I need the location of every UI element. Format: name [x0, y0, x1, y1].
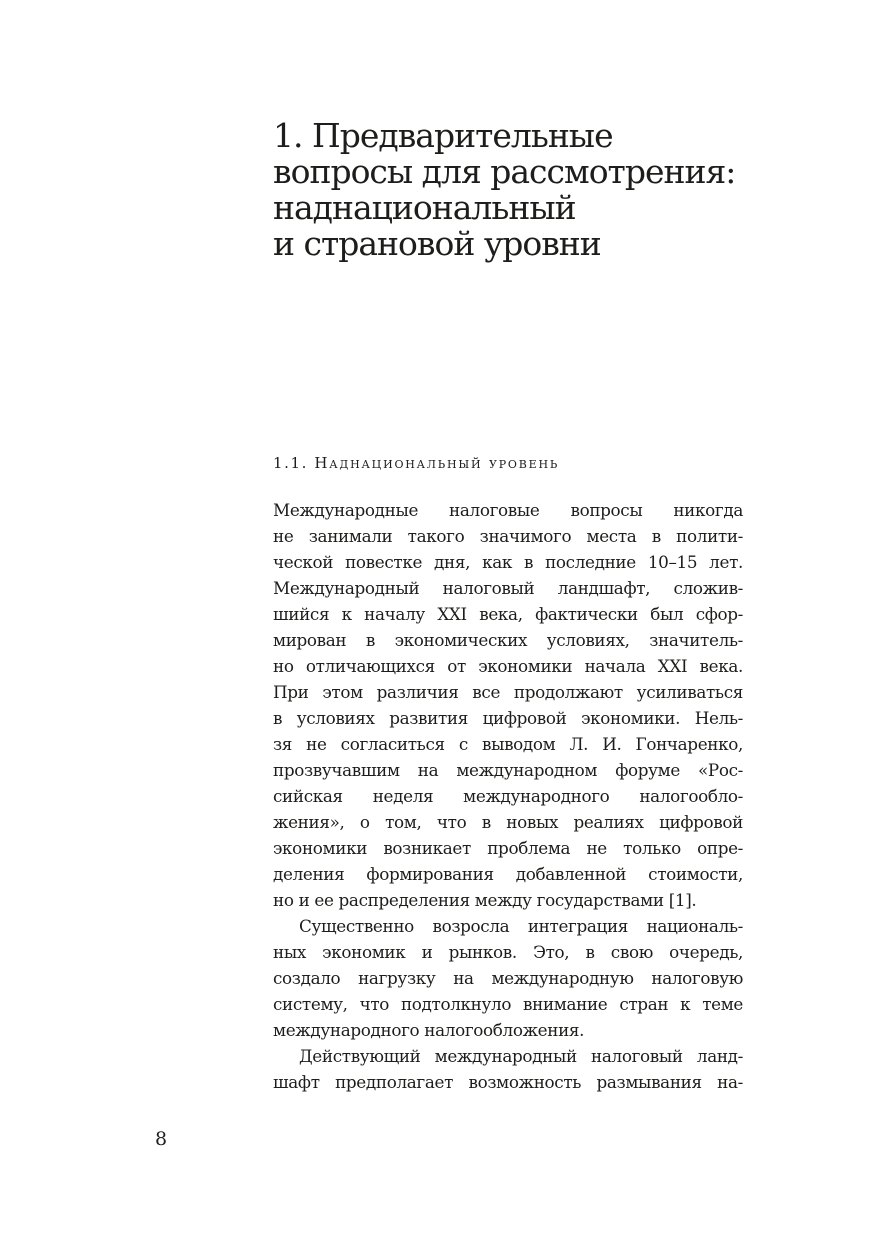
text-line: прозвучавшим на международном форуме «Рос-: [273, 760, 743, 780]
chapter-title-line: вопросы для рассмотрения:: [273, 152, 736, 191]
chapter-title-line: и страновой уровни: [273, 224, 601, 263]
text-line: Существенно возросла интеграция националь-: [299, 916, 743, 936]
text-line: сийская неделя международного налогообло-: [273, 786, 743, 806]
body-text: [273, 497, 743, 1095]
text-line: деления формирования добавленной стоимости,: [273, 864, 743, 884]
text-line: систему, что подтолкнуло внимание стран к теме: [273, 994, 743, 1014]
text-line: экономики возникает проблема не только опре-: [273, 838, 743, 858]
section-heading: [273, 452, 559, 474]
text-line: не занимали такого значимого места в полити-: [273, 526, 743, 546]
text-line: но и ее распределения между государствами [1].: [273, 890, 697, 910]
text-line: шийся к началу XXI века, фактически был сфор-: [273, 604, 743, 624]
section-title: Наднациональный уровень: [314, 454, 560, 472]
text-line: жения», о том, что в новых реалиях цифровой: [273, 812, 743, 832]
section-number: 1.1.: [273, 454, 309, 472]
text-line: Международный налоговый ландшафт, сложив-: [273, 578, 743, 598]
text-line: в условиях развития цифровой экономики. Нель-: [273, 708, 743, 728]
text-line: ных экономик и рынков. Это, в свою очередь,: [273, 942, 743, 962]
page-number: 8: [155, 1128, 168, 1150]
text-line: шафт предполагает возможность размывания на-: [273, 1072, 743, 1092]
text-line: создало нагрузку на международную налоговую: [273, 968, 743, 988]
text-line: мирован в экономических условиях, значитель-: [273, 630, 743, 650]
text-line: но отличающихся от экономики начала XXI века.: [273, 656, 743, 676]
text-line: международного налогообложения.: [273, 1020, 585, 1040]
text-line: При этом различия все продолжают усиливаться: [273, 682, 743, 702]
chapter-title-line: наднациональный: [273, 188, 576, 227]
text-line: зя не согласиться с выводом Л. И. Гончаренко,: [273, 734, 743, 754]
text-line: Международные налоговые вопросы никогда: [273, 500, 743, 520]
text-line: ческой повестке дня, как в последние 10–15 лет.: [273, 552, 743, 572]
chapter-title-line: 1. Предварительные: [273, 116, 613, 155]
text-line: Действующий международный налоговый ланд-: [299, 1046, 743, 1066]
chapter-title: [273, 118, 793, 262]
